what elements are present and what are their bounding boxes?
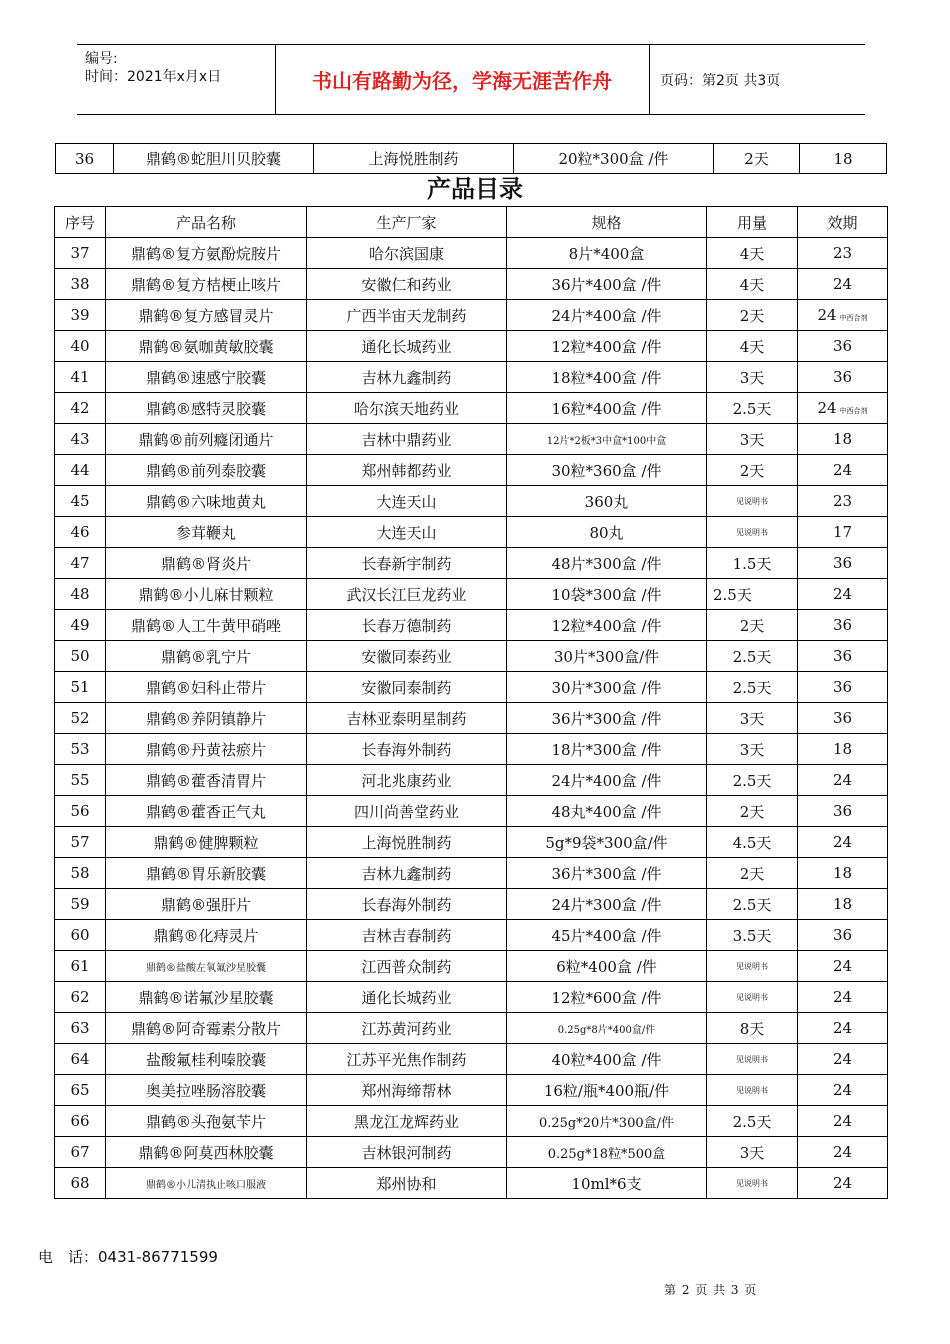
specification: 30粒*360盒 /件 <box>507 455 707 486</box>
table-row <box>55 765 888 796</box>
expiry-value: 24 <box>817 399 837 417</box>
expiry: 23 <box>798 486 888 517</box>
row-number: 47 <box>55 548 106 579</box>
table-row <box>55 951 888 982</box>
specification: 24片*300盒 /件 <box>507 889 707 920</box>
dosage: 见说明书 <box>707 951 798 982</box>
product-name: 鼎鹤®复方感冒灵片 <box>106 300 307 331</box>
dosage: 2.5天 <box>707 393 798 424</box>
row-number: 63 <box>55 1013 106 1044</box>
row-number: 66 <box>55 1106 106 1137</box>
manufacturer: 广西半宙天龙制药 <box>307 300 507 331</box>
table-row <box>55 269 888 300</box>
product-name: 鼎鹤®藿香正气丸 <box>106 796 307 827</box>
product-name: 鼎鹤®丹黄祛瘀片 <box>106 734 307 765</box>
dosage: 3天 <box>707 1137 798 1168</box>
row-number: 60 <box>55 920 106 951</box>
row-number: 43 <box>55 424 106 455</box>
manufacturer: 黑龙江龙辉药业 <box>307 1106 507 1137</box>
expiry <box>798 300 888 331</box>
product-name: 鼎鹤®妇科止带片 <box>106 672 307 703</box>
product-name: 鼎鹤®阿莫西林胶囊 <box>106 1137 307 1168</box>
expiry: 24 <box>798 579 888 610</box>
expiry: 18 <box>798 858 888 889</box>
product-name: 鼎鹤®氨咖黄敏胶囊 <box>106 331 307 362</box>
product-name: 鼎鹤®前列泰胶囊 <box>106 455 307 486</box>
manufacturer: 安徽同泰制药 <box>307 672 507 703</box>
row-number: 40 <box>55 331 106 362</box>
footer-phone: 电 话：0431-86771599 <box>38 1248 218 1266</box>
specification: 16粒/瓶*400瓶/件 <box>507 1075 707 1106</box>
dosage: 2天 <box>707 455 798 486</box>
specification: 48丸*400盒 /件 <box>507 796 707 827</box>
manufacturer: 大连天山 <box>307 486 507 517</box>
table-header-row <box>55 207 888 238</box>
manufacturer: 上海悦胜制药 <box>307 827 507 858</box>
dosage: 4天 <box>707 269 798 300</box>
row-number: 58 <box>55 858 106 889</box>
specification: 40粒*400盒 /件 <box>507 1044 707 1075</box>
specification: 12片*2板*3中盒*100中盒 <box>507 424 707 455</box>
manufacturer: 通化长城药业 <box>307 982 507 1013</box>
product-name: 鼎鹤®养阴镇静片 <box>106 703 307 734</box>
dosage: 2天 <box>707 300 798 331</box>
table-row <box>55 889 888 920</box>
expiry: 24 <box>798 951 888 982</box>
specification: 18片*300盒 /件 <box>507 734 707 765</box>
table-row <box>55 1044 888 1075</box>
specification: 20粒*300盒 /件 <box>514 144 714 174</box>
table-row <box>56 144 887 174</box>
row-number: 62 <box>55 982 106 1013</box>
dosage: 3天 <box>707 362 798 393</box>
row-number: 65 <box>55 1075 106 1106</box>
expiry: 23 <box>798 238 888 269</box>
product-name: 鼎鹤®健脾颗粒 <box>106 827 307 858</box>
product-name: 鼎鹤®强肝片 <box>106 889 307 920</box>
product-name: 鼎鹤®盐酸左氧氟沙星胶囊 <box>106 951 307 982</box>
manufacturer: 郑州协和 <box>307 1168 507 1199</box>
column-header-spec: 规格 <box>507 207 707 238</box>
specification: 36片*300盒 /件 <box>507 703 707 734</box>
manufacturer: 吉林九鑫制药 <box>307 858 507 889</box>
manufacturer: 大连天山 <box>307 517 507 548</box>
table-row <box>55 796 888 827</box>
time-label: 时间：2021年x月x日 <box>85 69 222 85</box>
column-header-manufacturer: 生产厂家 <box>307 207 507 238</box>
table-row <box>55 424 888 455</box>
manufacturer: 长春新宇制药 <box>307 548 507 579</box>
footer-page-number: 第 2 页 共 3 页 <box>664 1283 758 1297</box>
expiry: 18 <box>798 424 888 455</box>
expiry: 36 <box>798 548 888 579</box>
expiry: 24 <box>798 827 888 858</box>
specification: 48片*300盒 /件 <box>507 548 707 579</box>
manufacturer: 武汉长江巨龙药业 <box>307 579 507 610</box>
expiry: 24 <box>798 1075 888 1106</box>
table-row <box>55 362 888 393</box>
table-row <box>55 455 888 486</box>
table-row <box>55 579 888 610</box>
column-header-expiry: 效期 <box>798 207 888 238</box>
specification: 360丸 <box>507 486 707 517</box>
expiry-note: 中西合剂 <box>839 314 868 322</box>
table-row <box>55 1075 888 1106</box>
row-number: 61 <box>55 951 106 982</box>
expiry: 18 <box>798 734 888 765</box>
expiry: 24 <box>798 1168 888 1199</box>
row-number: 55 <box>55 765 106 796</box>
table-row <box>55 672 888 703</box>
product-name: 鼎鹤®复方氨酚烷胺片 <box>106 238 307 269</box>
row-number: 64 <box>55 1044 106 1075</box>
specification: 36片*300盒 /件 <box>507 858 707 889</box>
specification: 0.25g*8片*400盒/件 <box>507 1013 707 1044</box>
manufacturer: 安徽仁和药业 <box>307 269 507 300</box>
specification: 30片*300盒 /件 <box>507 672 707 703</box>
column-header-number: 序号 <box>55 207 106 238</box>
table-row <box>55 827 888 858</box>
row-number: 36 <box>56 144 114 174</box>
manufacturer: 哈尔滨天地药业 <box>307 393 507 424</box>
row-number: 45 <box>55 486 106 517</box>
expiry: 24 <box>798 269 888 300</box>
product-name: 鼎鹤®化痔灵片 <box>106 920 307 951</box>
row-number: 48 <box>55 579 106 610</box>
table-row <box>55 393 888 424</box>
specification: 80丸 <box>507 517 707 548</box>
dosage: 2天 <box>707 796 798 827</box>
header-meta <box>77 45 276 114</box>
specification: 45片*400盒 /件 <box>507 920 707 951</box>
manufacturer: 郑州海缔帮林 <box>307 1075 507 1106</box>
table-row <box>55 1168 888 1199</box>
dosage: 3天 <box>707 424 798 455</box>
manufacturer: 江苏黄河药业 <box>307 1013 507 1044</box>
dosage: 见说明书 <box>707 1075 798 1106</box>
manufacturer: 安徽同泰药业 <box>307 641 507 672</box>
expiry-note: 中西合剂 <box>839 407 868 415</box>
specification: 30片*300盒/件 <box>507 641 707 672</box>
manufacturer: 上海悦胜制药 <box>314 144 514 174</box>
table-row <box>55 1106 888 1137</box>
manufacturer: 河北兆康药业 <box>307 765 507 796</box>
table-row <box>55 331 888 362</box>
specification: 36片*400盒 /件 <box>507 269 707 300</box>
manufacturer: 长春海外制药 <box>307 734 507 765</box>
product-name: 鼎鹤®乳宁片 <box>106 641 307 672</box>
manufacturer: 四川尚善堂药业 <box>307 796 507 827</box>
specification: 5g*9袋*300盒/件 <box>507 827 707 858</box>
manufacturer: 吉林亚泰明星制药 <box>307 703 507 734</box>
row-number: 59 <box>55 889 106 920</box>
expiry: 24 <box>798 1044 888 1075</box>
table-row <box>55 920 888 951</box>
previous-page-row-table <box>55 143 887 174</box>
table-row <box>55 610 888 641</box>
row-number: 39 <box>55 300 106 331</box>
catalog-title: 产品目录 <box>427 175 523 203</box>
product-name: 奥美拉唑肠溶胶囊 <box>106 1075 307 1106</box>
specification: 10袋*300盒 /件 <box>507 579 707 610</box>
product-catalog-table <box>54 206 888 1199</box>
expiry: 36 <box>798 672 888 703</box>
table-row <box>55 1137 888 1168</box>
product-name: 鼎鹤®人工牛黄甲硝唑 <box>106 610 307 641</box>
dosage: 2.5天 <box>707 765 798 796</box>
row-number: 51 <box>55 672 106 703</box>
row-number: 38 <box>55 269 106 300</box>
row-number: 56 <box>55 796 106 827</box>
product-name: 鼎鹤®头孢氨苄片 <box>106 1106 307 1137</box>
dosage: 4天 <box>707 238 798 269</box>
expiry-value: 24 <box>817 306 837 324</box>
dosage: 2.5天 <box>707 1106 798 1137</box>
number-label: 编号: <box>85 51 118 67</box>
manufacturer: 吉林中鼎药业 <box>307 424 507 455</box>
product-name: 鼎鹤®小儿清执止咳口服液 <box>106 1168 307 1199</box>
product-name: 盐酸氟桂利嗪胶囊 <box>106 1044 307 1075</box>
specification: 12粒*600盒 /件 <box>507 982 707 1013</box>
specification: 0.25g*18粒*500盒 <box>507 1137 707 1168</box>
expiry: 36 <box>798 362 888 393</box>
dosage: 2天 <box>707 858 798 889</box>
manufacturer: 通化长城药业 <box>307 331 507 362</box>
specification: 12粒*400盒 /件 <box>507 331 707 362</box>
product-name: 鼎鹤®前列癃闭通片 <box>106 424 307 455</box>
dosage: 2天 <box>714 144 800 174</box>
row-number: 42 <box>55 393 106 424</box>
row-number: 50 <box>55 641 106 672</box>
table-row <box>55 548 888 579</box>
product-name: 鼎鹤®速感宁胶囊 <box>106 362 307 393</box>
product-name: 鼎鹤®藿香清胃片 <box>106 765 307 796</box>
product-name: 鼎鹤®感特灵胶囊 <box>106 393 307 424</box>
row-number: 49 <box>55 610 106 641</box>
product-name: 鼎鹤®蛇胆川贝胶囊 <box>114 144 314 174</box>
dosage: 2.5天 <box>707 889 798 920</box>
product-name: 鼎鹤®六味地黄丸 <box>106 486 307 517</box>
manufacturer: 江苏平光焦作制药 <box>307 1044 507 1075</box>
dosage: 2天 <box>707 610 798 641</box>
expiry: 36 <box>798 920 888 951</box>
specification: 8片*400盒 <box>507 238 707 269</box>
product-name: 鼎鹤®小儿麻甘颗粒 <box>106 579 307 610</box>
expiry: 18 <box>798 889 888 920</box>
table-row <box>55 982 888 1013</box>
specification: 0.25g*20片*300盒/件 <box>507 1106 707 1137</box>
product-name: 鼎鹤®复方桔梗止咳片 <box>106 269 307 300</box>
dosage: 见说明书 <box>707 982 798 1013</box>
expiry: 24 <box>798 1137 888 1168</box>
product-name: 鼎鹤®阿奇霉素分散片 <box>106 1013 307 1044</box>
expiry: 36 <box>798 331 888 362</box>
dosage: 3天 <box>707 703 798 734</box>
dosage: 2.5天 <box>707 579 798 610</box>
manufacturer: 吉林九鑫制药 <box>307 362 507 393</box>
expiry: 24 <box>798 765 888 796</box>
column-header-name: 产品名称 <box>106 207 307 238</box>
header-page-info: 页码：第2页 共3页 <box>660 72 781 89</box>
table-row <box>55 517 888 548</box>
specification: 24片*400盒 /件 <box>507 300 707 331</box>
expiry <box>798 393 888 424</box>
row-number: 57 <box>55 827 106 858</box>
expiry: 36 <box>798 641 888 672</box>
expiry: 36 <box>798 703 888 734</box>
manufacturer: 郑州韩都药业 <box>307 455 507 486</box>
expiry: 36 <box>798 796 888 827</box>
row-number: 44 <box>55 455 106 486</box>
column-header-dosage: 用量 <box>707 207 798 238</box>
row-number: 53 <box>55 734 106 765</box>
row-number: 37 <box>55 238 106 269</box>
expiry: 24 <box>798 982 888 1013</box>
specification: 24片*400盒 /件 <box>507 765 707 796</box>
expiry: 24 <box>798 455 888 486</box>
manufacturer: 江西普众制药 <box>307 951 507 982</box>
expiry: 24 <box>798 1013 888 1044</box>
specification: 6粒*400盒 /件 <box>507 951 707 982</box>
manufacturer: 长春海外制药 <box>307 889 507 920</box>
document-header <box>77 44 865 115</box>
table-row <box>55 703 888 734</box>
specification: 12粒*400盒 /件 <box>507 610 707 641</box>
table-row <box>55 486 888 517</box>
row-number: 68 <box>55 1168 106 1199</box>
dosage: 4.5天 <box>707 827 798 858</box>
header-motto: 书山有路勤为径，学海无涯苦作舟 <box>275 45 650 114</box>
manufacturer: 吉林银河制药 <box>307 1137 507 1168</box>
product-name: 鼎鹤®胃乐新胶囊 <box>106 858 307 889</box>
product-name: 参茸鞭丸 <box>106 517 307 548</box>
row-number: 46 <box>55 517 106 548</box>
table-row <box>55 300 888 331</box>
dosage: 4天 <box>707 331 798 362</box>
product-name: 鼎鹤®肾炎片 <box>106 548 307 579</box>
dosage: 1.5天 <box>707 548 798 579</box>
row-number: 41 <box>55 362 106 393</box>
dosage: 见说明书 <box>707 1168 798 1199</box>
dosage: 见说明书 <box>707 517 798 548</box>
dosage: 见说明书 <box>707 486 798 517</box>
table-row <box>55 858 888 889</box>
table-row <box>55 641 888 672</box>
expiry: 36 <box>798 610 888 641</box>
dosage: 2.5天 <box>707 641 798 672</box>
row-number: 52 <box>55 703 106 734</box>
expiry: 17 <box>798 517 888 548</box>
specification: 16粒*400盒 /件 <box>507 393 707 424</box>
dosage: 2.5天 <box>707 672 798 703</box>
expiry: 24 <box>798 1106 888 1137</box>
manufacturer: 吉林吉春制药 <box>307 920 507 951</box>
specification: 10ml*6支 <box>507 1168 707 1199</box>
dosage: 3.5天 <box>707 920 798 951</box>
manufacturer: 长春万德制药 <box>307 610 507 641</box>
dosage: 8天 <box>707 1013 798 1044</box>
table-row <box>55 734 888 765</box>
manufacturer: 哈尔滨国康 <box>307 238 507 269</box>
table-row <box>55 1013 888 1044</box>
dosage: 见说明书 <box>707 1044 798 1075</box>
table-row <box>55 238 888 269</box>
row-number: 67 <box>55 1137 106 1168</box>
expiry: 18 <box>800 144 887 174</box>
specification: 18粒*400盒 /件 <box>507 362 707 393</box>
dosage: 3天 <box>707 734 798 765</box>
product-name: 鼎鹤®诺氟沙星胶囊 <box>106 982 307 1013</box>
